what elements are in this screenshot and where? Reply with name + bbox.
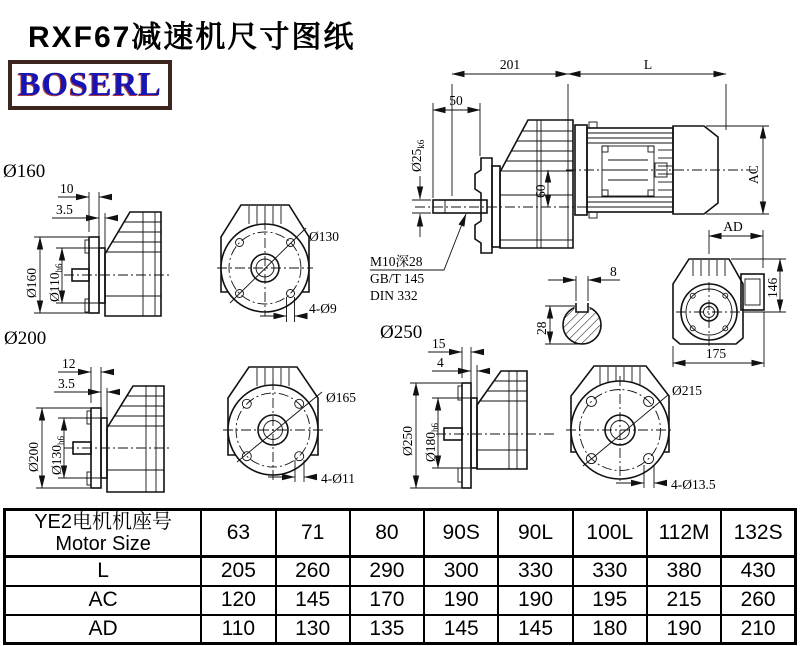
table-cell: 205 [201,557,275,586]
table-cell: 130 [276,615,350,644]
dim-key-width: 8 [610,264,617,279]
table-cell: 190 [647,615,721,644]
flange200-title: Ø200 [4,328,47,349]
table-cell: 210 [721,615,795,644]
dim-front215-circle: Ø215 [672,383,702,398]
table-row-L [5,557,796,586]
thread-note-line1: M10深28 [370,254,423,269]
dim-front165-holes: 4-Ø11 [321,471,355,486]
dim-motorfront-side: 146 [765,277,780,298]
table-cell: 430 [721,557,795,586]
dim-flange160-outer: Ø160 [24,268,39,298]
dim-axis-offset: 60 [533,184,548,198]
dim-flange250-step1: 15 [432,336,446,351]
motor-front-view [673,219,786,367]
table-cell: 110 [201,615,275,644]
page-title: RXF67减速机尺寸图纸 [28,21,356,54]
table-row-AC [5,586,796,615]
table-cell: 190 [424,586,498,615]
brand-logo-text: BOSERL [18,66,162,103]
table-header-size: 112M [647,510,721,557]
dim-motorfront-bottom: 175 [705,346,727,361]
table-header-en: Motor Size [55,533,151,555]
table-cell: 300 [424,557,498,586]
dim-over-key: 28 [534,321,549,335]
table-cell: 180 [573,615,647,644]
dim-shaft-length: 50 [449,93,463,108]
dim-motorfront-top: AD [723,219,743,234]
table-header-motor-size [5,510,202,557]
table-header-row [5,510,796,557]
front130-view [217,205,339,322]
table-header-size: 132S [721,510,795,557]
table-cell: 290 [350,557,424,586]
table-cell: 215 [647,586,721,615]
flange160-title: Ø160 [3,161,46,182]
dim-front130-holes: 4-Ø9 [309,301,337,316]
table-header-size: 80 [350,510,424,557]
table-cell: 145 [276,586,350,615]
row-label: AD [5,615,202,644]
table-header-size: 90L [498,510,572,557]
thread-note-line3: DIN 332 [370,288,418,303]
table-cell: 260 [721,586,795,615]
dim-flange250-spigot: $Ø180_{h6}$ [423,423,440,462]
dim-front165-circle: Ø165 [326,390,356,405]
table-cell: 145 [498,615,572,644]
thread-note [370,214,466,303]
table-header-size: 63 [201,510,275,557]
dim-flange160-step1: 10 [60,181,74,196]
flange200-side-view [4,328,172,492]
dim-shaft-diameter: $Ø25_{k6}$ [409,139,426,172]
table-cell: 330 [498,557,572,586]
table-header-size: 71 [276,510,350,557]
flange250-title: Ø250 [380,322,423,343]
dim-flange160-step2: 3.5 [56,202,73,217]
dim-gearbox-length: 201 [499,57,521,72]
table-cell: 135 [350,615,424,644]
table-cell: 170 [350,586,424,615]
dim-flange200-step2: 3.5 [58,376,75,391]
dim-flange200-step1: 12 [62,356,76,371]
dim-front215-holes: 4-Ø13.5 [671,477,716,492]
dim-flange200-spigot: $Ø130_{h6}$ [49,436,66,475]
front215-view [566,366,716,492]
dim-flange200-outer: Ø200 [26,442,41,472]
dim-motor-height: AC [746,165,761,184]
table-cell: 195 [573,586,647,615]
table-cell: 145 [424,615,498,644]
assembly-side-view [409,57,769,253]
dim-flange160-spigot: $Ø110_{h6}$ [47,263,64,302]
table-cell: 190 [498,586,572,615]
table-header-cn: YE2电机机座号 [34,511,173,533]
row-label: L [5,557,202,586]
table-cell: 330 [573,557,647,586]
table-header-size: 100L [573,510,647,557]
flange250-side-view [380,322,556,488]
table-cell: 380 [647,557,721,586]
table-header-size: 90S [424,510,498,557]
dim-front130-circle: Ø130 [309,229,339,244]
front165-view [223,367,356,486]
dim-flange250-outer: Ø250 [400,426,415,456]
table-cell: 120 [201,586,275,615]
shaft-key-section [534,264,620,344]
row-label: AC [5,586,202,615]
dim-flange250-step2: 4 [437,355,444,370]
dim-motor-length: L [643,57,653,72]
flange160-side-view [3,161,170,316]
motor-dimension-table [3,508,797,645]
thread-note-line2: GB/T 145 [370,271,425,286]
table-cell: 260 [276,557,350,586]
table-row-AD [5,615,796,644]
